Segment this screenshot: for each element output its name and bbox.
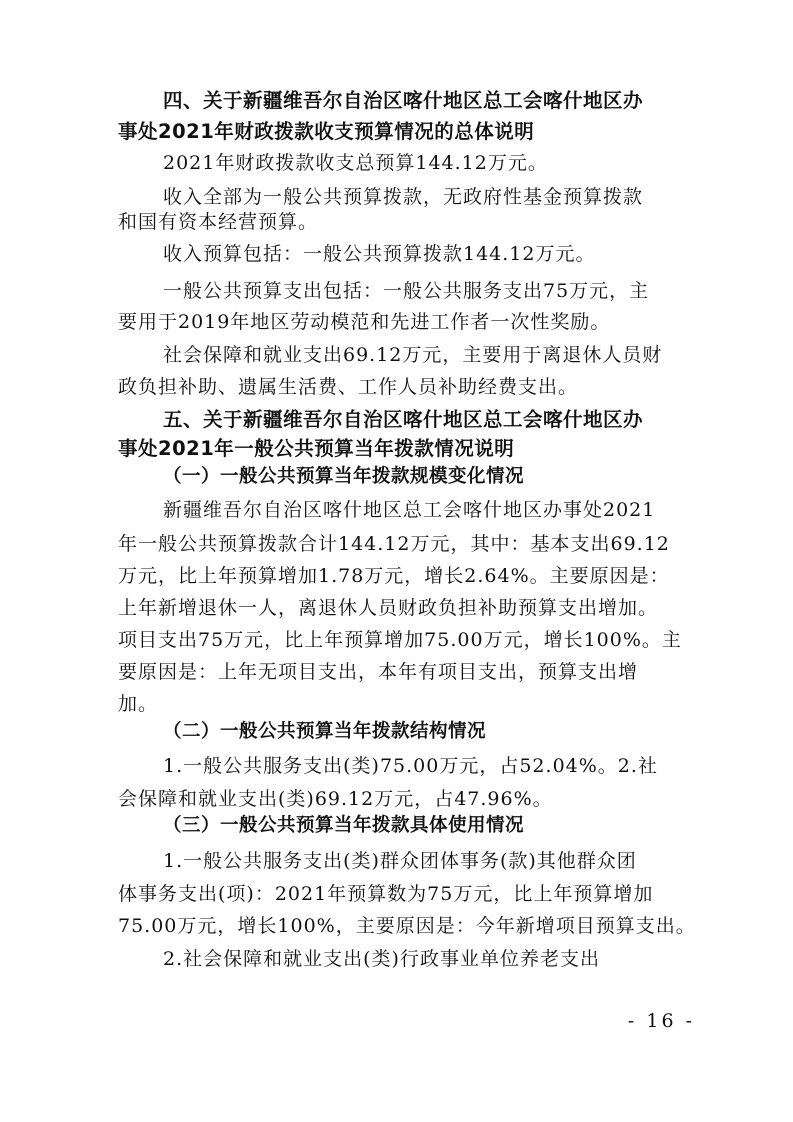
paragraph-scale-line-4: 上年新增退休一人，离退休人员财政负担补助预算支出增加。 bbox=[118, 597, 659, 619]
paragraph-income-line-1: 收入全部为一般公共预算拨款，无政府性基金预算拨款 bbox=[163, 186, 644, 208]
paragraph-scale-line-3: 万元，比上年预算增加1.78万元，增长2.64%。主要原因是： bbox=[118, 565, 670, 587]
paragraph-scale-line-2: 年一般公共预算拨款合计144.12万元，其中：基本支出69.12 bbox=[118, 533, 670, 555]
section-4-heading-line-2: 事处2021年财政拨款收支预算情况的总体说明 bbox=[118, 120, 535, 143]
paragraph-scale-line-7: 加。 bbox=[118, 693, 159, 715]
paragraph-usage-line-3: 75.00万元，增长100%，主要原因是：今年新增项目预算支出。 bbox=[118, 915, 696, 937]
subsection-3-heading: （三）一般公共预算当年拨款具体使用情况 bbox=[163, 815, 525, 836]
paragraph-usage-item-2: 2.社会保障和就业支出(类)行政事业单位养老支出 bbox=[163, 948, 600, 970]
subsection-2-heading: （二）一般公共预算当年拨款结构情况 bbox=[163, 721, 487, 742]
paragraph-usage-line-2: 体事务支出(项)：2021年预算数为75万元，比上年预算增加 bbox=[118, 883, 654, 905]
paragraph-income-line-2: 和国有资本经营预算。 bbox=[118, 211, 319, 233]
section-5-heading-line-2: 事处2021年一般公共预算当年拨款情况说明 bbox=[118, 437, 515, 460]
paragraph-usage-line-1: 1.一般公共服务支出(类)群众团体事务(款)其他群众团 bbox=[163, 850, 637, 872]
paragraph-structure-line-2: 会保障和就业支出(类)69.12万元，占47.96%。 bbox=[118, 788, 553, 810]
paragraph-scale-line-1: 新疆维吾尔自治区喀什地区总工会喀什地区办事处2021 bbox=[163, 499, 656, 521]
paragraph-income-budget: 收入预算包括：一般公共预算拨款144.12万元。 bbox=[163, 243, 596, 265]
paragraph-structure-line-1: 1.一般公共服务支出(类)75.00万元，占52.04%。2.社 bbox=[163, 755, 658, 777]
paragraph-social-security-line-2: 政负担补助、遗属生活费、工作人员补助经费支出。 bbox=[118, 376, 579, 398]
section-5-heading-line-1: 五、关于新疆维吾尔自治区喀什地区总工会喀什地区办 bbox=[163, 408, 644, 431]
paragraph-expenditure-line-2: 要用于2019年地区劳动模范和先进工作者一次性奖励。 bbox=[118, 311, 611, 333]
paragraph-social-security-line-1: 社会保障和就业支出69.12万元，主要用于离退休人员财 bbox=[163, 344, 663, 366]
paragraph-scale-line-6: 要原因是：上年无项目支出，本年有项目支出，预算支出增 bbox=[118, 661, 639, 683]
section-4-heading-line-1: 四、关于新疆维吾尔自治区喀什地区总工会喀什地区办 bbox=[163, 89, 644, 112]
page-number: - 16 - bbox=[627, 1010, 695, 1032]
paragraph-expenditure-line-1: 一般公共预算支出包括：一般公共服务支出75万元，主 bbox=[163, 280, 650, 302]
paragraph-total-budget: 2021年财政拨款收支总预算144.12万元。 bbox=[163, 152, 548, 174]
paragraph-scale-line-5: 项目支出75万元，比上年预算增加75.00万元，增长100%。主 bbox=[118, 629, 682, 651]
subsection-1-heading: （一）一般公共预算当年拨款规模变化情况 bbox=[163, 466, 525, 487]
